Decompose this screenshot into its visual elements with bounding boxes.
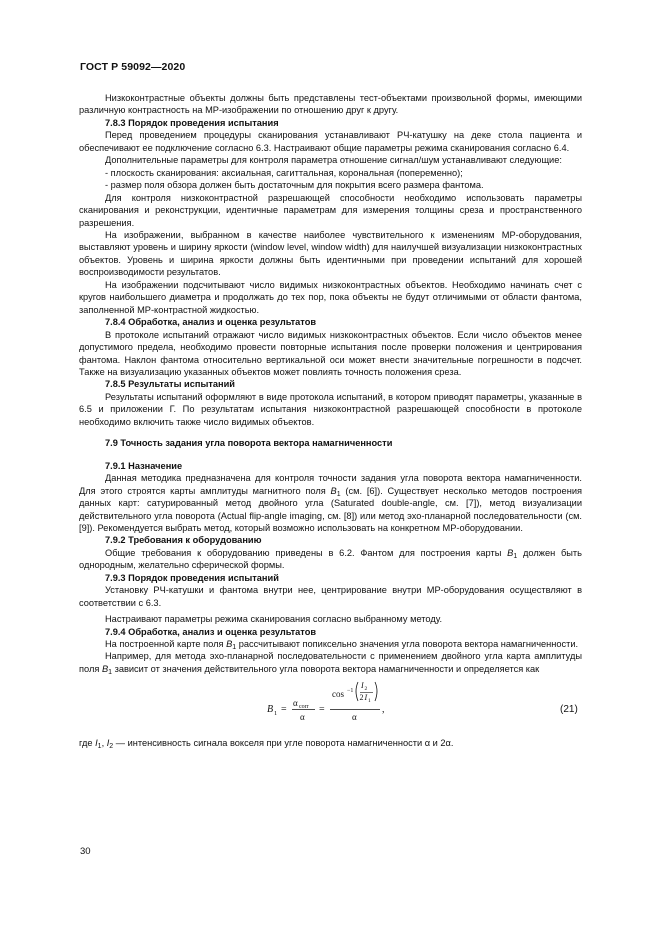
formula-eq-1: =: [281, 704, 287, 716]
page-content: [79, 92, 582, 750]
formula-number: (21): [560, 704, 578, 716]
formula-eq-2: =: [319, 704, 325, 716]
formula-21: [79, 677, 582, 737]
document-code-header: ГОСТ Р 59092—2020: [80, 61, 186, 73]
paragraph: В протоколе испытаний отражают число видимых низкоконтрастных объектов. Если число объектов менее допустимого предела, необходимо провести повторные испытания после проверки положения и центрирования фантома. Наклон фантома относительно вертикальной оси может внести значительные погрешности в подсчет. Также на визуализацию указанных объектов может повлиять точность положения среза.: [79, 329, 582, 377]
paragraph: Результаты испытаний оформляют в виде протокола испытаний, в котором приводят параметры, указанные в 6.5 и приложении Г. По результатам испытания низкоконтрастной разрешающей способности в протоколе необходимо включить также число видимых объектов.: [79, 391, 582, 427]
section-heading-7-8-5: 7.8.5 Результаты испытаний: [105, 379, 235, 390]
paragraph: На построенной карте поля $B_1$ рассчитывают попиксельно значения угла поворота вектора намагниченности.: [105, 639, 579, 652]
paragraph: На изображении, выбранном в качестве наиболее чувствительного к изменениям МР-оборудования, выставляют уровень и ширину яркости (window level, window width) для наилучшей визуализации низкоконтрастных объектов. Уровень и ширина яркости должны быть идентичными при проведении испытаний для хорошей воспроизводимости результатов.: [79, 229, 582, 278]
formula-paren-left: [356, 682, 358, 701]
formula-two: 2: [359, 693, 364, 703]
section-heading-7-8-3: 7.8.3 Порядок проведения испытания: [105, 117, 279, 128]
section-heading-7-9: 7.9 Точность задания угла поворота вектора намагниченности: [105, 438, 393, 449]
formula-i2-sub: 2: [364, 686, 368, 693]
section-heading-7-9-1: 7.9.1 Назначение: [105, 460, 183, 471]
paragraph: Установку РЧ-катушки и фантома внутри нее, центрирование внутри МР-оборудования осуществляют в соответствии с 6.3.: [79, 585, 582, 608]
formula-cos: cos: [332, 689, 344, 700]
parameter-list: [79, 167, 582, 192]
list-item: - размер поля обзора должен быть достаточным для покрытия всего размера фантома.: [105, 180, 484, 191]
formula-lhs-b: B: [267, 704, 274, 716]
paragraph: Общие требования к оборудованию приведены в 6.2. Фантом для построения карты $B_1$ должен быть однородным, желательно сферической формы.: [79, 547, 582, 571]
paragraph: Низкоконтрастные объекты должны быть представлены тест-объектами произвольной формы, имеющими различную контрастность на МР-изображении по отношению друг к другу.: [79, 93, 582, 116]
formula-i1-sub: 1: [368, 698, 371, 705]
section-heading-7-9-2: 7.9.2 Требования к оборудованию: [105, 535, 262, 546]
formula-alpha-corr: α: [293, 698, 298, 709]
formula-lhs-sub: 1: [274, 710, 278, 718]
formula-graphic: [79, 677, 582, 737]
page-number: 30: [80, 846, 91, 857]
formula-alpha-den-2: α: [352, 712, 357, 723]
paragraph: Для контроля низкоконтрастной разрешающей способности необходимо использовать параметры сканирования и реконструкции, идентичные параметрам для измерения толщины среза и пространственного разрешения.: [79, 192, 582, 228]
paragraph: Перед проведением процедуры сканирования устанавливают РЧ-катушку на деке стола пациента и обеспечивают ее подключение согласно 6.3. Настраивают общие параметры режима сканирования согласно 6.4.: [79, 130, 582, 153]
paragraph: Дополнительные параметры для контроля параметра отношение сигнал/шум устанавливают следующие:: [105, 155, 562, 166]
formula-alpha-den-1: α: [300, 712, 305, 723]
section-heading-7-8-4: 7.8.4 Обработка, анализ и оценка результатов: [105, 317, 317, 328]
section-heading-7-9-3: 7.9.3 Порядок проведения испытаний: [105, 572, 279, 583]
paragraph: Данная методика предназначена для контроля точности задания угла поворота вектора намагниченности. Для этого строятся карты амплитуды магнитного поля $B_1$ (см. [6]). Существует несколько методов построения данных карт: сатурированный метод двойного угла (Saturated double-angle, см. [7]), метод визуализации действительного угла поворота (Actual flip-angle imaging, см. [8]) или метод эхо-планарной последовательности (см. [9]). Рекомендуется выбрать метод, который возможно использовать на конкретном МР-оборудовании.: [79, 473, 582, 533]
formula-i2: I: [361, 681, 364, 691]
formula-corr-sub: corr: [299, 704, 309, 711]
paragraph: На изображении подсчитывают число видимых низкоконтрастных объектов. Необходимо начинать счет с кругов наибольшего диаметра и продолжать до тех пор, пока объекты не будут отличимыми от области фантома, заполненной МР-контрастной жидкостью.: [79, 279, 582, 315]
formula-comma: ,: [382, 704, 385, 716]
paragraph: Настраивают параметры режима сканирования согласно выбранному методу.: [105, 614, 443, 625]
section-heading-7-9-4: 7.9.4 Обработка, анализ и оценка результатов: [105, 626, 317, 637]
formula-explanation: где $I_1$, $I_2$ — интенсивность сигнала вокселя при угле поворота намагниченности α и 2α.: [79, 738, 454, 751]
formula-paren-right: [375, 682, 377, 701]
paragraph: Например, для метода эхо-планарной последовательности с применением двойного угла карта амплитуды поля $B_1$ зависит от значения действительного угла поворота вектора намагниченности и определяется как: [79, 651, 582, 676]
formula-inv: −1: [347, 688, 354, 695]
list-item: - плоскость сканирования: аксиальная, сагиттальная, корональная (попеременно);: [105, 167, 463, 178]
formula-i1: I: [364, 693, 368, 703]
